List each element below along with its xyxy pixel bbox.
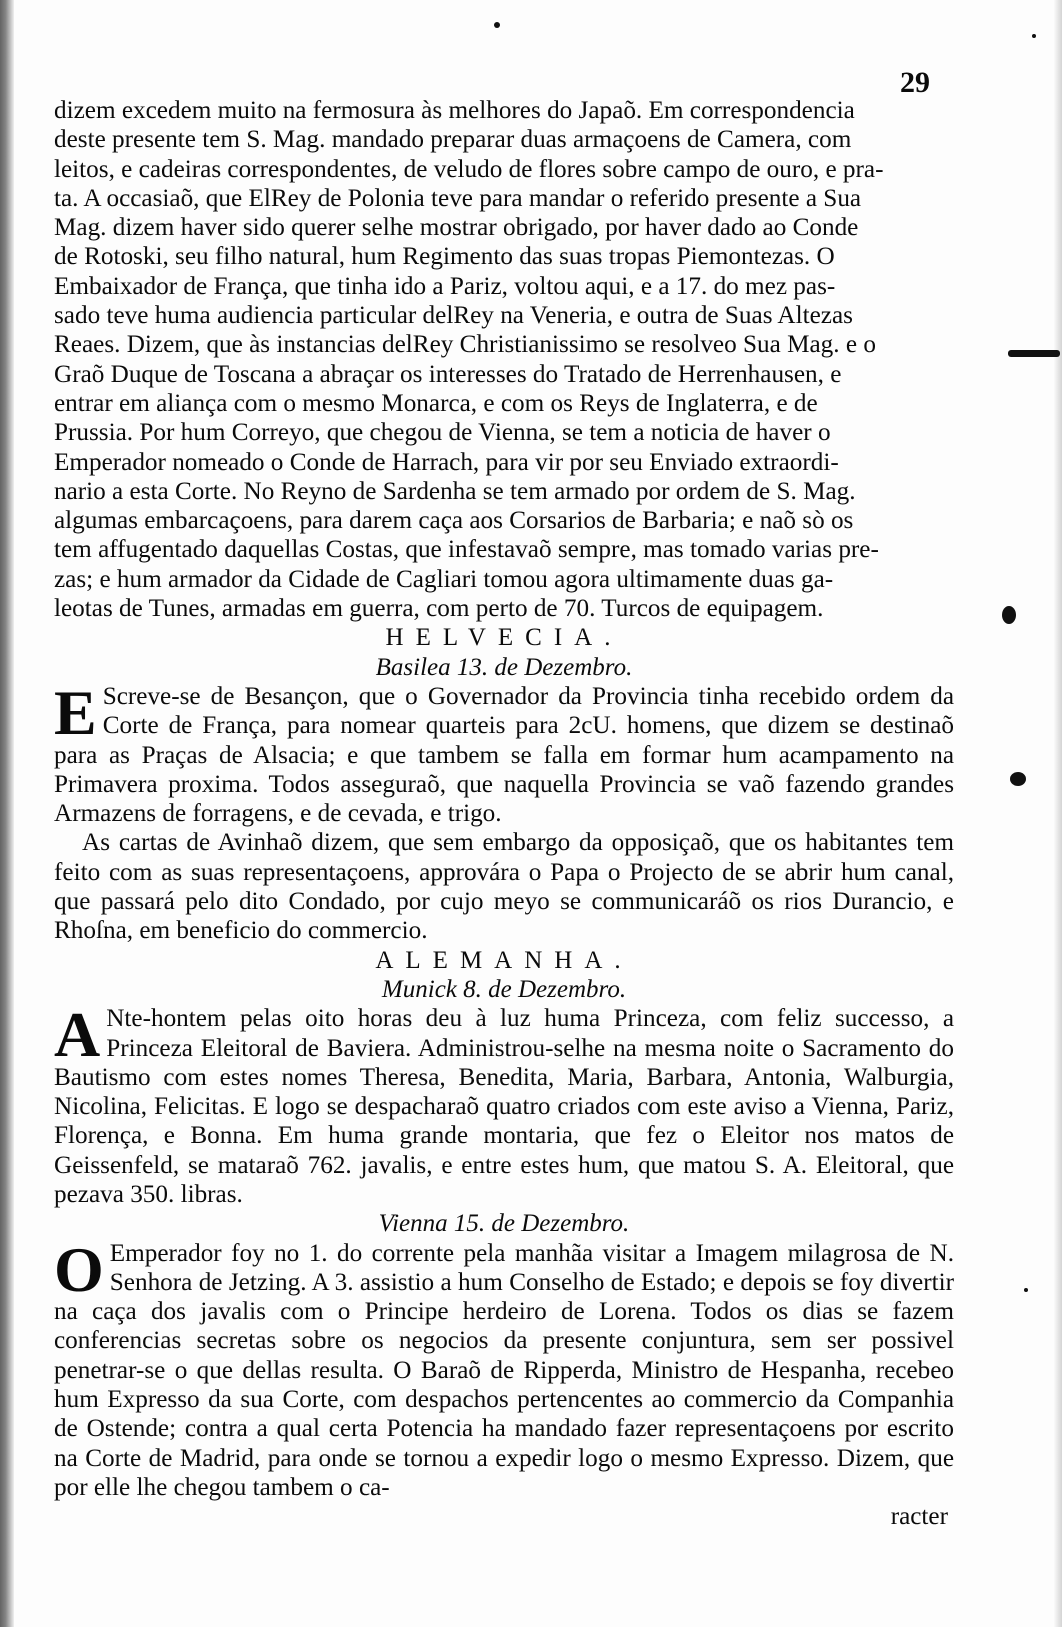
text-line: de Rotoski, seu filho natural, hum Regimento das suas tropas Piemontezas. O xyxy=(54,243,835,271)
catchword: racter xyxy=(890,1503,948,1531)
drop-cap: A xyxy=(54,999,101,1071)
ink-speck xyxy=(1010,772,1026,786)
text-line: dizem excedem muito na fermosura às melhores do Japaõ. Em correspondencia xyxy=(54,97,855,124)
drop-cap: E xyxy=(54,676,97,748)
text-line: algumas embarcaçoens, para darem caça aos Corsarios de Barbaria; e naõ sò os xyxy=(54,507,854,535)
text-line: leotas de Tunes, armadas em guerra, com perto de 70. Turcos de equipagem. xyxy=(54,595,824,623)
paragraph-munick xyxy=(54,999,954,1209)
ink-speck xyxy=(1002,606,1016,624)
paragraph-besancon xyxy=(54,676,954,828)
text-line: zas; e hum armador da Cidade de Cagliari tomou agora ultimamente duas ga- xyxy=(54,565,834,593)
text-line: ta. A occasiaõ, que ElRey de Polonia teve para mandar o referido presente a Sua xyxy=(54,184,862,212)
dateline-basilea: Basilea 13. de Dezembro. xyxy=(375,653,633,681)
paragraph-text: Emperador foy no 1. do corrente pela manhãa visitar a Imagem milagrosa de N. Senhora de Jetzing. A 3. assistio a hum Conselho de Estado; e depois se foy divertir na caça dos javalis com o Principe herdeiro de Lorena. Todos os dias se fazem conferencias secretas sobre os negocios da presente conjuntura, sem ser possivel penetrar-se o que dellas resulta. O Baraõ de Ripperda, Ministro de Hespanha, recebeo hum Expresso da sua Corte, com despachos pertencentes ao commercio da Companhia de Ostende; contra a qual certa Potencia ha mandado fazer representaçoens por escrito na Corte de Madrid, para onde se tornou a expedir logo o mesmo Expresso. Dizem, que por elle lhe chegou tambem o ca- xyxy=(54,1239,954,1501)
text-line: sado teve huma audiencia particular delRey na Veneria, e outra de Suas Altezas xyxy=(54,302,853,330)
text-line: Mag. dizem haver sido querer selhe mostrar obrigado, por haver dado ao Conde xyxy=(54,214,859,242)
ink-speck xyxy=(494,22,500,28)
paragraph-vienna xyxy=(54,1233,954,1503)
section-heading-alemanha: ALEMANHA. xyxy=(375,946,633,974)
text-line: nario a esta Corte. No Reyno de Sardenha se tem armado por ordem de S. Mag. xyxy=(54,477,856,505)
ink-speck xyxy=(1024,1288,1028,1292)
text-line: Reaes. Dizem, que às instancias delRey Christianissimo se resolveo Sua Mag. e o xyxy=(54,331,876,359)
page-number: 29 xyxy=(900,66,930,99)
ink-speck xyxy=(1032,34,1036,38)
text-line: Emperador nomeado o Conde de Harrach, para vir por seu Enviado extraordi- xyxy=(54,448,839,476)
margin-ink-mark xyxy=(1008,350,1060,357)
drop-cap: O xyxy=(54,1233,104,1305)
text-line: leitos, e cadeiras correspondentes, de veludo de flores sobre campo de ouro, e pra- xyxy=(54,155,884,183)
text-line: Embaixador de França, que tinha ido a Pariz, voltou aqui, e a 17. do mez pas- xyxy=(54,272,836,300)
dateline-munick: Munick 8. de Dezembro. xyxy=(381,975,627,1003)
text-line: tem affugentado daquellas Costas, que infestavaõ sempre, mas tomado varias pre- xyxy=(54,536,879,564)
section-heading-helvecia: HELVECIA. xyxy=(385,624,623,652)
paragraph-text: Screve-se de Besançon, que o Governador da Provincia tinha recebido ordem da Corte de França, para nomear quarteis para 2cU. homens, que dizem se destinaõ para as Praças de Alsacia; e que tambem se falla em formar hum acampamento na Primavera proxima. Todos asseguraõ, que naquella Provincia se vaõ fazendo grandes Armazens de forragens, e de cevada, e trigo. xyxy=(54,682,954,828)
text-line: Graõ Duque de Toscana a abraçar os interesses do Tratado de Herrenhausen, e xyxy=(54,360,842,388)
paragraph-text: Nte-hontem pelas oito horas deu à luz huma Princeza, com feliz successo, a Princeza Eleitoral de Baviera. Administrou-selhe na mesma noite o Sacramento do Bautismo com estes nomes Theresa, Benedita, Maria, Barbara, Antonia, Walburgia, Nicolina, Felicitas. E logo se despacharaõ quatro criados com este aviso a Vienna, Pariz, Florença, e Bonna. Em huma grande montaria, que fez o Eleitor nos matos de Geissenfeld, se mataraõ 762. javalis, e entre estes hum, que matou S. A. Eleitoral, que pezava 350. libras. xyxy=(54,1005,954,1208)
text-line: deste presente tem S. Mag. mandado preparar duas armaçoens de Camera, com xyxy=(54,126,852,154)
article-body xyxy=(54,96,954,1532)
paragraph-avinhao: As cartas de Avinhaõ dizem, que sem embargo da opposiçaõ, que os habitantes tem feito com as suas representaçoens, approvára o Papa o Projecto de se abrir hum canal, que passará pelo dito Condado, por cujo meyo se communicaráõ os rios Durancio, e Rhoſna, em beneficio do commercio. xyxy=(54,829,954,945)
page-edge-shadow-left xyxy=(0,0,14,1627)
text-line: Prussia. Por hum Correyo, que chegou de Vienna, se tem a noticia de haver o xyxy=(54,419,831,447)
dateline-vienna: Vienna 15. de Dezembro. xyxy=(378,1210,630,1238)
text-line: entrar em aliança com o mesmo Monarca, e com os Reys de Inglaterra, e de xyxy=(54,389,818,417)
page-edge-shadow-right xyxy=(1054,0,1062,1627)
